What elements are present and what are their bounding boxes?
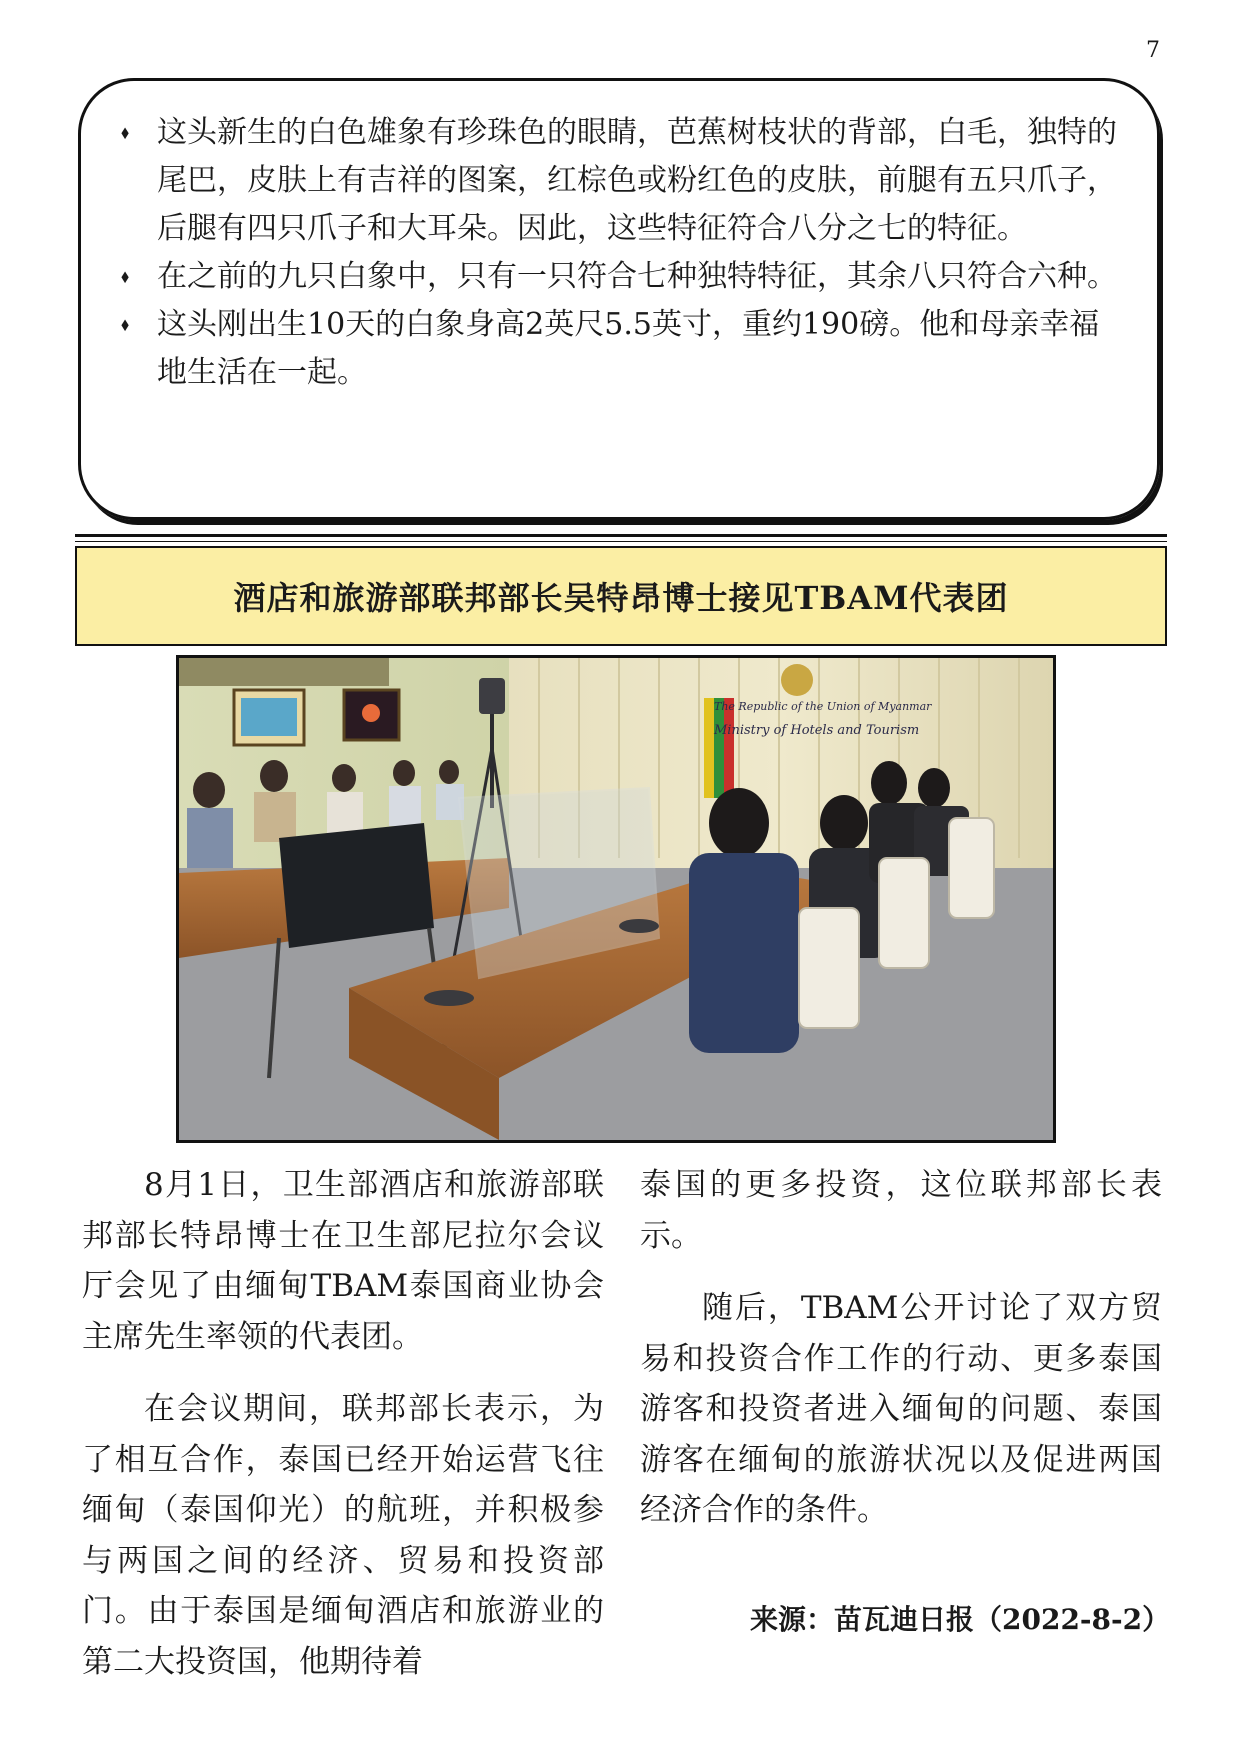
bullet-list — [119, 109, 1125, 397]
bullet-item — [119, 253, 1125, 301]
diamond-bullet-icon: ⬧ — [121, 314, 130, 335]
article-left-column — [82, 1160, 604, 1709]
article-paragraph-continued: 泰国的更多投资，这位联邦部长表示。 — [640, 1167, 1162, 1254]
article-paragraph: 随后，TBAM公开讨论了双方贸易和投资合作工作的行动、更多泰国游客和投资者进入缅甸的问题、泰国游客在缅甸的旅游状况以及促进两国经济合作的条件。 — [640, 1290, 1162, 1528]
article-paragraph: 在会议期间，联邦部长表示，为了相互合作，泰国已经开始运营飞往缅甸（泰国仰光）的航班，并积极参与两国之间的经济、贸易和投资部门。由于泰国是缅甸酒店和旅游业的第二大投资国，他期待着 — [82, 1391, 604, 1680]
section-divider — [75, 534, 1167, 537]
article-paragraph: 8月1日，卫生部酒店和旅游部联邦部长特昂博士在卫生部尼拉尔会议厅会见了由缅甸TBAM泰国商业协会主席先生率领的代表团。 — [82, 1167, 604, 1355]
meeting-room-illustration — [179, 658, 1053, 1140]
wall-sign-line1: The Republic of the Union of Myanmar — [714, 700, 932, 713]
wall-sign-line2: Ministry of Hotels and Tourism — [714, 723, 920, 738]
bullet-text: 这头刚出生10天的白象身高2英尺5.5英寸，重约190磅。他和母亲幸福地生活在一起。 — [157, 307, 1100, 390]
meeting-photo — [176, 655, 1056, 1143]
page-number: 7 — [1146, 38, 1160, 63]
white-elephant-facts-box — [78, 78, 1160, 520]
article-headline: 酒店和旅游部联邦部长吴特昂博士接见TBAM代表团 — [233, 579, 1009, 617]
section-divider-thin — [75, 541, 1167, 542]
bullet-item — [119, 301, 1125, 397]
diamond-bullet-icon: ⬧ — [121, 122, 130, 143]
bullet-text: 在之前的九只白象中，只有一只符合七种独特特征，其余八只符合六种。 — [157, 259, 1117, 294]
article-source: 来源：苗瓦迪日报（2022-8-2） — [750, 1603, 1171, 1636]
headline-banner — [75, 546, 1167, 646]
diamond-bullet-icon: ⬧ — [121, 266, 130, 287]
bullet-text: 这头新生的白色雄象有珍珠色的眼睛，芭蕉树枝状的背部，白毛，独特的尾巴，皮肤上有吉祥的图案，红棕色或粉红色的皮肤，前腿有五只爪子，后腿有四只爪子和大耳朵。因此，这些特征符合八分之七的特征。 — [157, 115, 1117, 246]
bullet-item — [119, 109, 1125, 253]
article-right-column — [640, 1160, 1162, 1558]
